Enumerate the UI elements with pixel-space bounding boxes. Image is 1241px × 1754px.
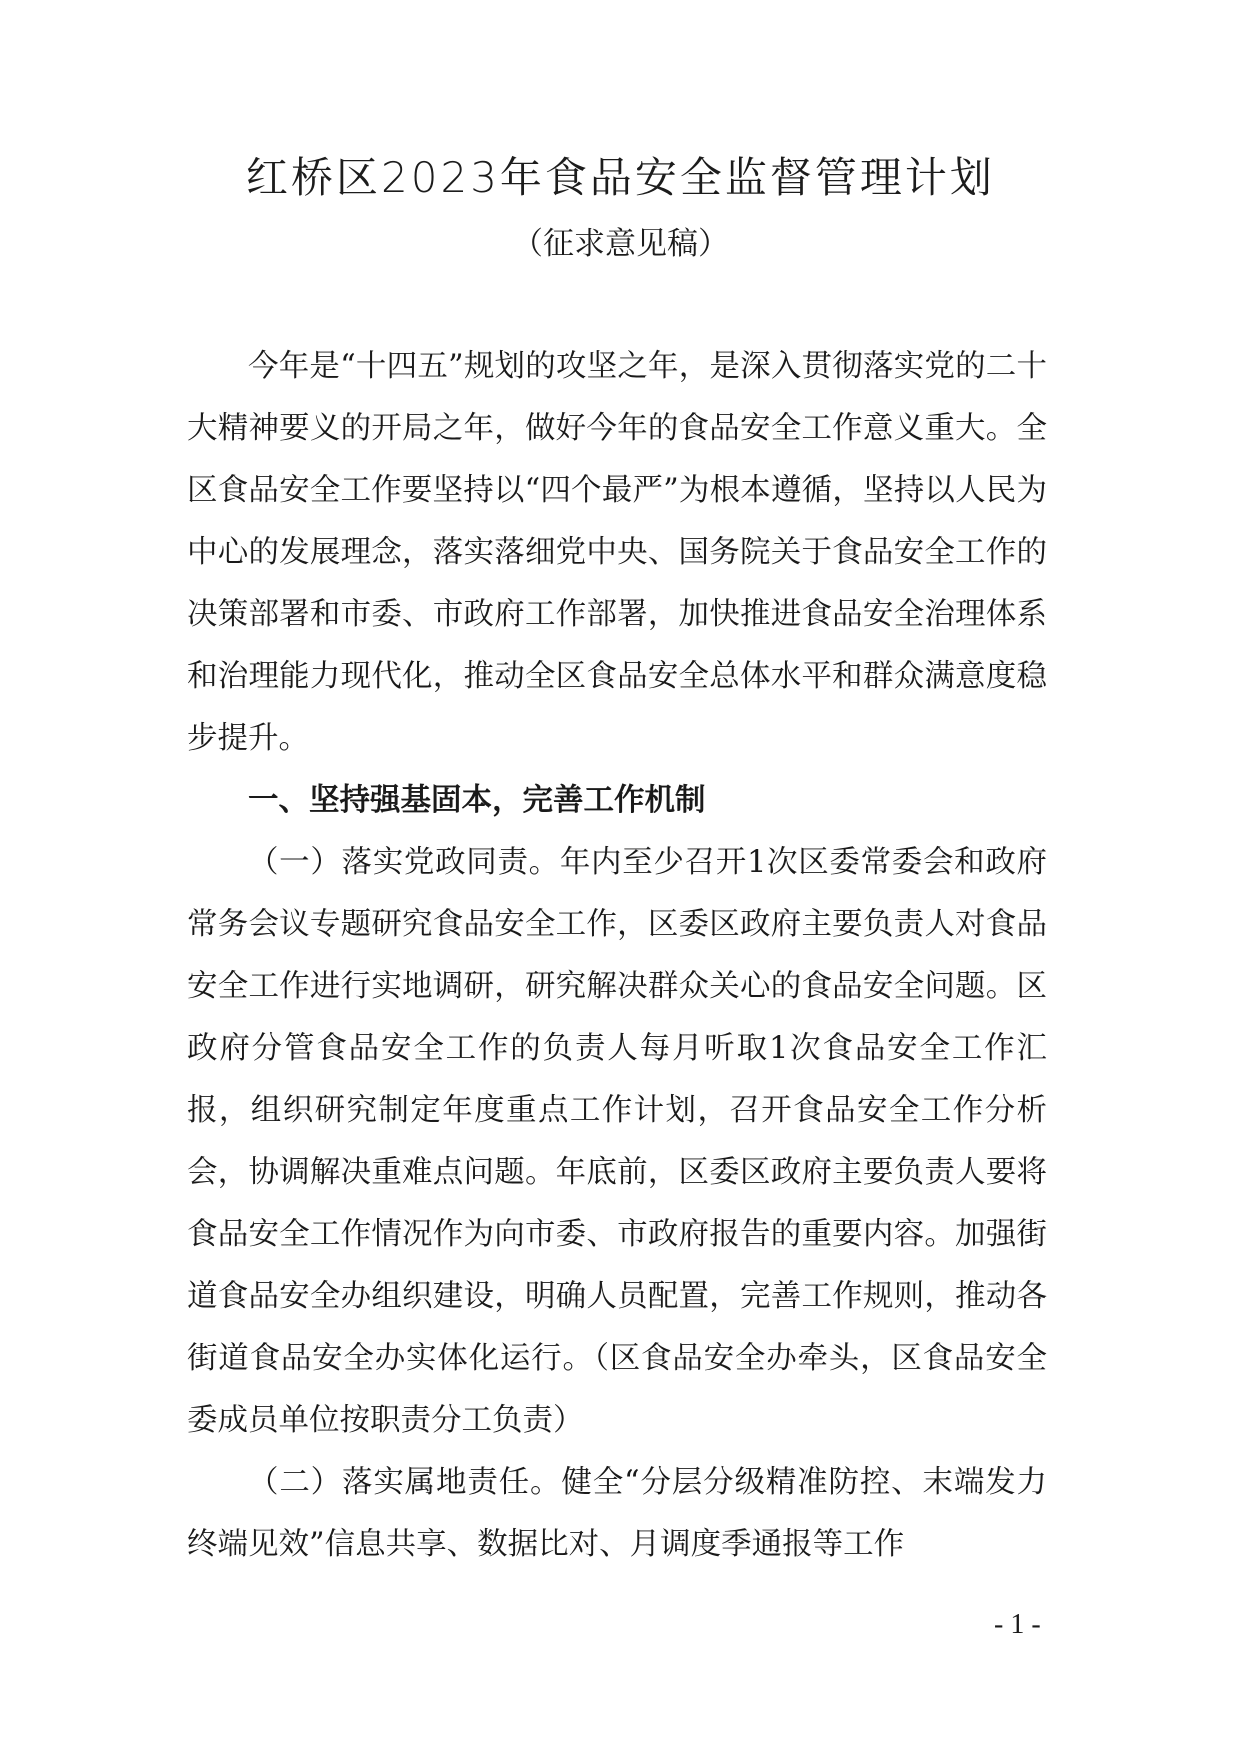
document-title: 红桥区2023年食品安全监督管理计划: [246, 153, 995, 202]
document-body: [187, 336, 1047, 1576]
section-heading: 一、坚持强基固本，完善工作机制: [248, 783, 706, 818]
intro-paragraph: 今年是“十四五”规划的攻坚之年，是深入贯彻落实党的二十大精神要义的开局之年，做好今年的食品安全工作意义重大。全区食品安全工作要坚持以“四个最严”为根本遵循，坚持以人民为中心的发展理念，落实落细党中央、国务院关于食品安全工作的决策部署和市委、市政府工作部署，加快推进食品安全治理体系和治理能力现代化，推动全区食品安全总体水平和群众满意度稳步提升。: [187, 349, 1047, 756]
page-number: - 1 -: [994, 1609, 1041, 1640]
document-subtitle: （征求意见稿）: [512, 226, 729, 262]
body-paragraph: （一）落实党政同责。年内至少召开1次区委常委会和政府常务会议专题研究食品安全工作，区委区政府主要负责人对食品安全工作进行实地调研，研究解决群众关心的食品安全问题。区政府分管食品安全工作的负责人每月听取1次食品安全工作汇报，组织研究制定年度重点工作计划，召开食品安全工作分析会，协调解决重难点问题。年底前，区委区政府主要负责人要将食品安全工作情况作为向市委、市政府报告的重要内容。加强街道食品安全办组织建设，明确人员配置，完善工作规则，推动各街道食品安全办实体化运行。（区食品安全办牵头，区食品安全委成员单位按职责分工负责）: [187, 845, 1047, 1438]
body-paragraph: （二）落实属地责任。健全“分层分级精准防控、末端发力终端见效”信息共享、数据比对、月调度季通报等工作: [187, 1465, 1047, 1562]
